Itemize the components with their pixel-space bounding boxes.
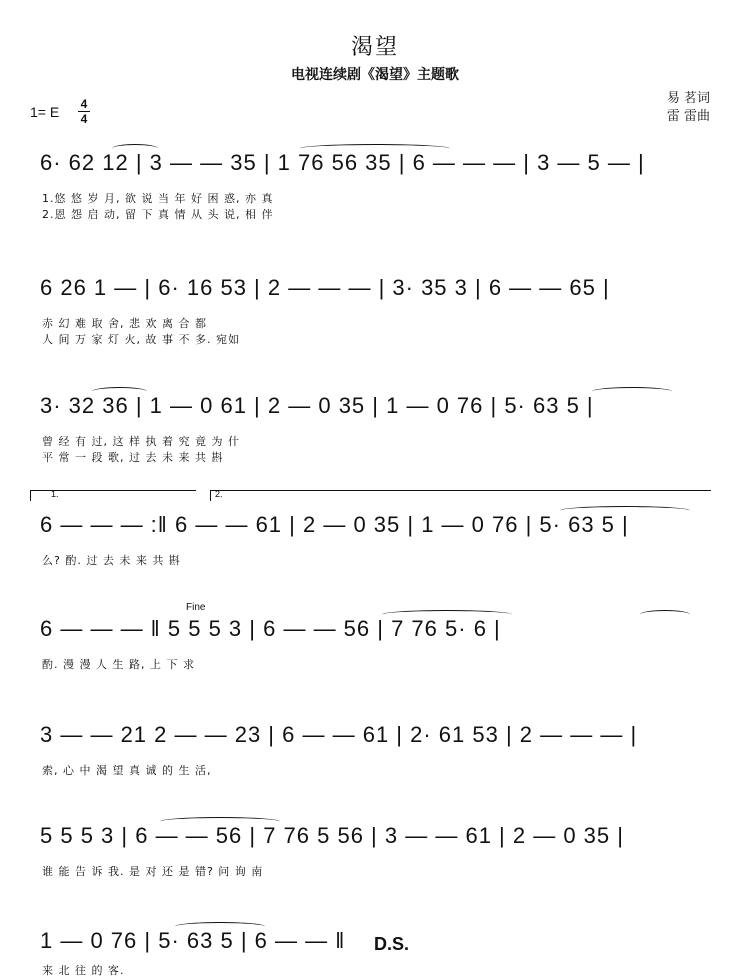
lyrics-line: 索, 心 中 渴 望 真 诚 的 生 活,: [42, 764, 212, 777]
song-subtitle: 电视连续剧《渴望》主题歌: [291, 67, 459, 83]
lyrics-verse-1: 赤 幻 难 取 舍, 悲 欢 离 合 都: [42, 317, 207, 330]
time-signature: [78, 98, 90, 125]
lyricist-credit: 易 茗词: [666, 91, 710, 106]
time-denominator: 4: [80, 112, 88, 126]
lyrics-verse-1: 曾 经 有 过, 这 样 执 着 究 竟 为 什: [42, 435, 240, 448]
lyrics-verse-2: 人 间 万 家 灯 火, 故 事 不 多. 宛如: [42, 333, 240, 346]
first-ending-bracket: 1.: [30, 490, 196, 501]
lyrics-line: 酌. 漫 漫 人 生 路, 上 下 求: [42, 658, 195, 671]
notation-line: 6 26 1 — | 6· 16 53 | 2 — — — | 3· 35 3 | 6 — — 65 |: [40, 275, 610, 300]
song-title: 渴望: [350, 35, 399, 60]
lyrics-verse-1: 1.悠 悠 岁 月, 欲 说 当 年 好 困 惑, 亦 真: [42, 192, 274, 205]
credits: [667, 90, 710, 126]
notation-line: 3· 32 36 | 1 — 0 61 | 2 — 0 35 | 1 — 0 76 | 5· 63 5 |: [40, 393, 594, 418]
time-numerator: 4: [80, 97, 88, 111]
lyrics-verse-2: 2.恩 怨 启 动, 留 下 真 情 从 头 说, 相 伴: [42, 208, 274, 221]
lyrics-verse-2: 平 常 一 段 歌, 过 去 未 来 共 斟: [42, 451, 224, 464]
notation-line: 6 — — — :‖ 6 — — 61 | 2 — 0 35 | 1 — 0 76 | 5· 63 5 |: [40, 512, 629, 537]
notation-line: 5 5 5 3 | 6 — — 56 | 7 76 5 56 | 3 — — 61 | 2 — 0 35 |: [40, 823, 624, 848]
lyrics-line: 么? 酌. 过 去 未 来 共 斟: [42, 554, 181, 567]
lyrics-line: 来 北 往 的 客.: [42, 964, 125, 977]
notation-line: 6· 62 12 | 3 — — 35 | 1 76 56 35 | 6 — — — | 3 — 5 — |: [40, 150, 645, 175]
lyrics-line: 谁 能 告 诉 我. 是 对 还 是 错? 问 询 南: [42, 865, 264, 878]
notation-line: 6 — — — ‖ 5 5 5 3 | 6 — — 56 | 7 76 5· 6 |: [40, 616, 501, 641]
second-ending-bracket: 2.: [210, 490, 711, 501]
notation-line: 1 — 0 76 | 5· 63 5 | 6 — — ‖: [40, 928, 346, 953]
notation-line: 3 — — 21 2 — — 23 | 6 — — 61 | 2· 61 53 | 2 — — — |: [40, 722, 638, 747]
dal-segno-marking: D.S.: [374, 934, 410, 954]
fine-marking: Fine: [186, 602, 206, 613]
key-signature: 1= E: [30, 104, 60, 120]
composer-credit: 雷 雷曲: [666, 109, 710, 124]
